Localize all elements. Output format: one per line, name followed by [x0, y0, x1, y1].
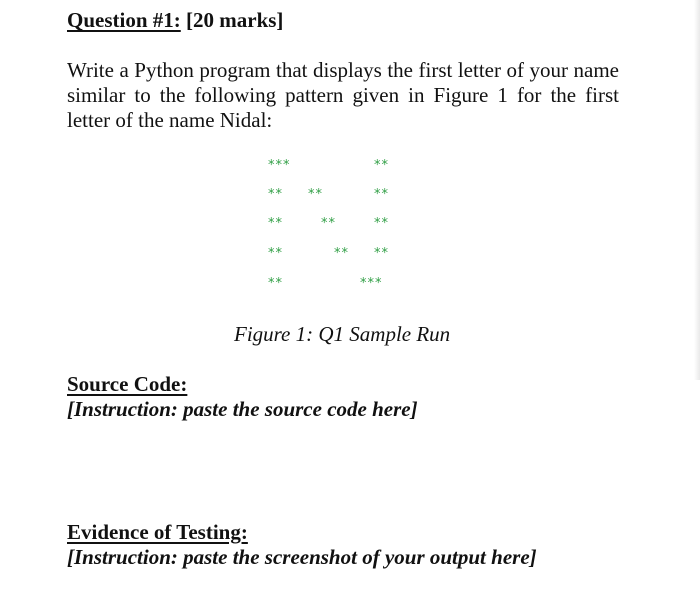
pattern-segment: **	[374, 246, 389, 261]
pattern-segment: **	[268, 216, 283, 231]
figure-caption: Figure 1: Q1 Sample Run	[234, 322, 451, 346]
pattern-row-2	[264, 187, 404, 205]
question-description: Write a Python program that displays the first letter of your name similar to the following pattern given in Figure 1 for the first letter of the name Nidal:	[67, 58, 619, 132]
pattern-segment: **	[268, 246, 283, 261]
question-heading	[67, 8, 283, 33]
pattern-segment: **	[374, 158, 389, 173]
pattern-segment: **	[268, 187, 283, 202]
pattern-segment: **	[268, 276, 283, 291]
question-marks: [20 marks]	[186, 8, 284, 32]
pattern-segment: **	[334, 246, 349, 261]
pattern-segment: **	[321, 216, 336, 231]
pattern-segment: **	[374, 216, 389, 231]
letter-n-pattern	[264, 158, 404, 298]
pattern-row-5	[264, 276, 404, 294]
question-title: Question #1:	[67, 8, 181, 32]
pattern-segment: **	[374, 187, 389, 202]
evidence-label: Evidence of Testing:	[67, 520, 248, 544]
pattern-segment: ***	[360, 276, 383, 291]
evidence-instruction: [Instruction: paste the screenshot of your output here]	[67, 545, 537, 569]
source-code-label: Source Code:	[67, 372, 188, 396]
source-code-instruction: [Instruction: paste the source code here]	[67, 397, 418, 421]
pattern-row-3	[264, 216, 404, 234]
page-edge-shadow	[694, 0, 700, 380]
pattern-row-4	[264, 246, 404, 264]
pattern-segment: **	[308, 187, 323, 202]
pattern-segment: ***	[268, 158, 291, 173]
pattern-row-1	[264, 158, 404, 176]
